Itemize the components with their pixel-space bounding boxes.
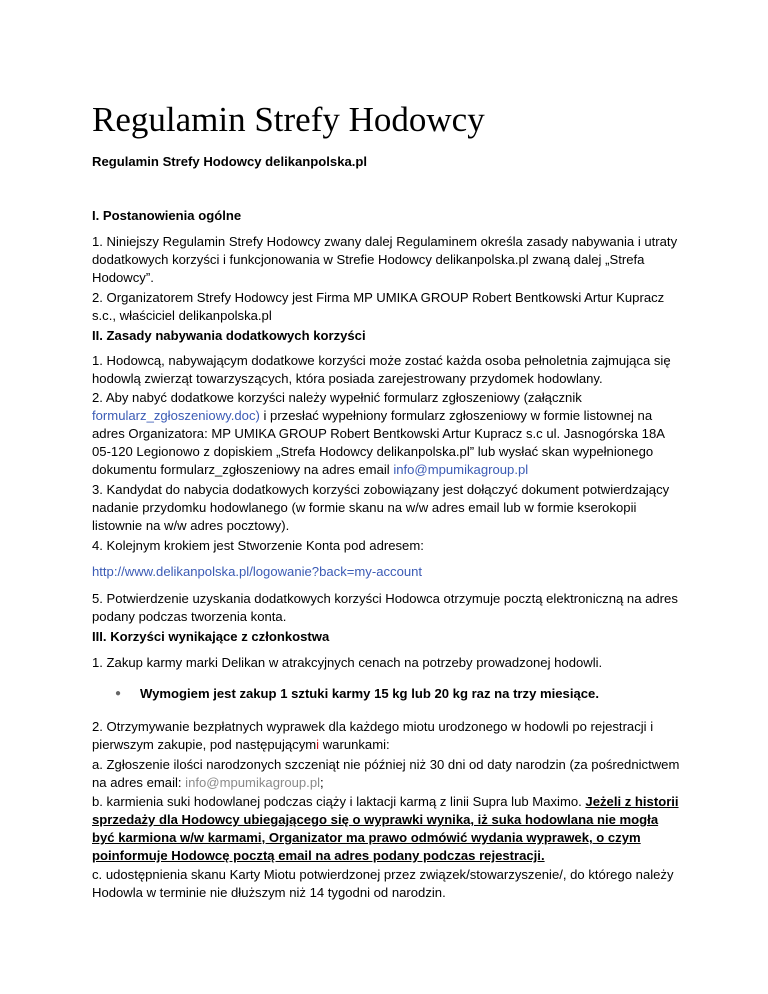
section-2-paragraph-5: 5. Potwierdzenie uzyskania dodatkowych korzyści Hodowca otrzymuje pocztą elektroniczną na adres podany podczas tworzenia konta.: [92, 591, 678, 624]
section-2-paragraph-3: 3. Kandydat do nabycia dodatkowych korzyści zobowiązany jest dołączyć dokument potwierdzający nadanie przydomku hodowlanego (w formie skanu na w/w adres email lub w formie kserokopii listownie na w/w adres pocztowy).: [92, 482, 670, 533]
section-1-paragraph-2: 2. Organizatorem Strefy Hodowcy jest Firma MP UMIKA GROUP Robert Bentkowski Artur Kupracz s.c., właściciel delikanpolska.pl: [92, 290, 665, 323]
organizer-email-link[interactable]: info@mpumikagroup.pl: [393, 462, 529, 477]
section-2-paragraph-2-text-b: i przesłać wypełniony formularz zgłoszeniowy w formie listownej na adres Organizatora: MP UMIKA GROUP Robert Bentkowski Artur Kupracz s.c ul. Jasnogórska 18A 05-120 Legionowo z dopiskiem „Strefa Hodowcy delikanpolska.pl” lub wysłać skan wypełnionego dokumentu formularz_zgłoszeniowy na adres email: [92, 408, 665, 477]
condition-a: [92, 756, 684, 792]
condition-b-underlined-notice: Jeżeli z historii sprzedaży dla Hodowcy ubiegającego się o wyprawki wynika, iż suka hodowlana nie mogła być karmiona w/w karmami, Organizator ma prawo odmówić wydania wyprawek, o czym poinformuje Hodowcę pocztą email na adres podany podczas rejestracji.: [92, 794, 679, 863]
section-3-paragraph-2-text-a: 2. Otrzymywanie bezpłatnych wyprawek dla każdego miotu urodzonego w hodowli po rejestracji i pierwszym zakupie, pod następującym: [92, 719, 654, 752]
section-3-heading: III. Korzyści wynikające z członkostwa: [92, 629, 330, 644]
section-3-paragraph-2-text-b: warunkami:: [319, 737, 390, 752]
condition-a-text: a. Zgłoszenie ilości narodzonych szczeniąt nie później niż 30 dni od daty narodzin (za pośrednictwem na adres email:: [92, 757, 680, 790]
section-2-paragraph-2-text-a: 2. Aby nabyć dodatkowe korzyści należy wypełnić formularz zgłoszeniowy (załącznik: [92, 390, 582, 405]
section-1-paragraph-1: 1. Niniejszy Regulamin Strefy Hodowcy zwany dalej Regulaminem określa zasady nabywania i utraty dodatkowych korzyści i funkcjonowania w Strefie Hodowcy delikanpolska.pl zwaną dalej „Strefa Hodowcy”.: [92, 234, 678, 285]
account-login-link[interactable]: http://www.delikanpolska.pl/logowanie?back=my-account: [92, 564, 423, 579]
form-attachment-link[interactable]: formularz_zgłoszeniowy.doc): [92, 408, 260, 423]
section-1-heading: I. Postanowienia ogólne: [92, 208, 242, 223]
condition-a-email-link[interactable]: info@mpumikagroup.pl: [185, 775, 321, 790]
section-3-paragraph-2-red-char: i: [316, 737, 320, 752]
condition-a-end: ;: [320, 775, 324, 790]
condition-b-text: b. karmienia suki hodowlanej podczas ciąży i laktacji karmą z linii Supra lub Maximo.: [92, 794, 586, 809]
section-3-paragraph-1: 1. Zakup karmy marki Delikan w atrakcyjnych cenach na potrzeby prowadzonej hodowli.: [92, 655, 603, 670]
section-2-heading: II. Zasady nabywania dodatkowych korzyści: [92, 328, 366, 343]
condition-b: [92, 793, 684, 865]
section-2-paragraph-2: [92, 389, 684, 479]
condition-c: c. udostępnienia skanu Karty Miotu potwierdzonej przez związek/stowarzyszenie/, do którego należy Hodowla w terminie nie dłuższym niż 14 tygodni od narodzin.: [92, 867, 674, 900]
document-subtitle: Regulamin Strefy Hodowcy delikanpolska.pl: [92, 154, 368, 169]
section-3-paragraph-2: [92, 718, 684, 754]
document-title: Regulamin Strefy Hodowcy: [92, 100, 485, 139]
section-2-paragraph-4: 4. Kolejnym krokiem jest Stworzenie Konta pod adresem:: [92, 538, 424, 553]
section-2-paragraph-1: 1. Hodowcą, nabywającym dodatkowe korzyści może zostać każda osoba pełnoletnia zajmująca się hodowlą zwierząt towarzyszących, która posiada zarejestrowany przydomek hodowlany.: [92, 353, 671, 386]
section-3-bullet-item: Wymogiem jest zakup 1 sztuki karmy 15 kg lub 20 kg raz na trzy miesiące.: [140, 686, 599, 701]
bullet-dot-icon: ●: [115, 688, 122, 699]
